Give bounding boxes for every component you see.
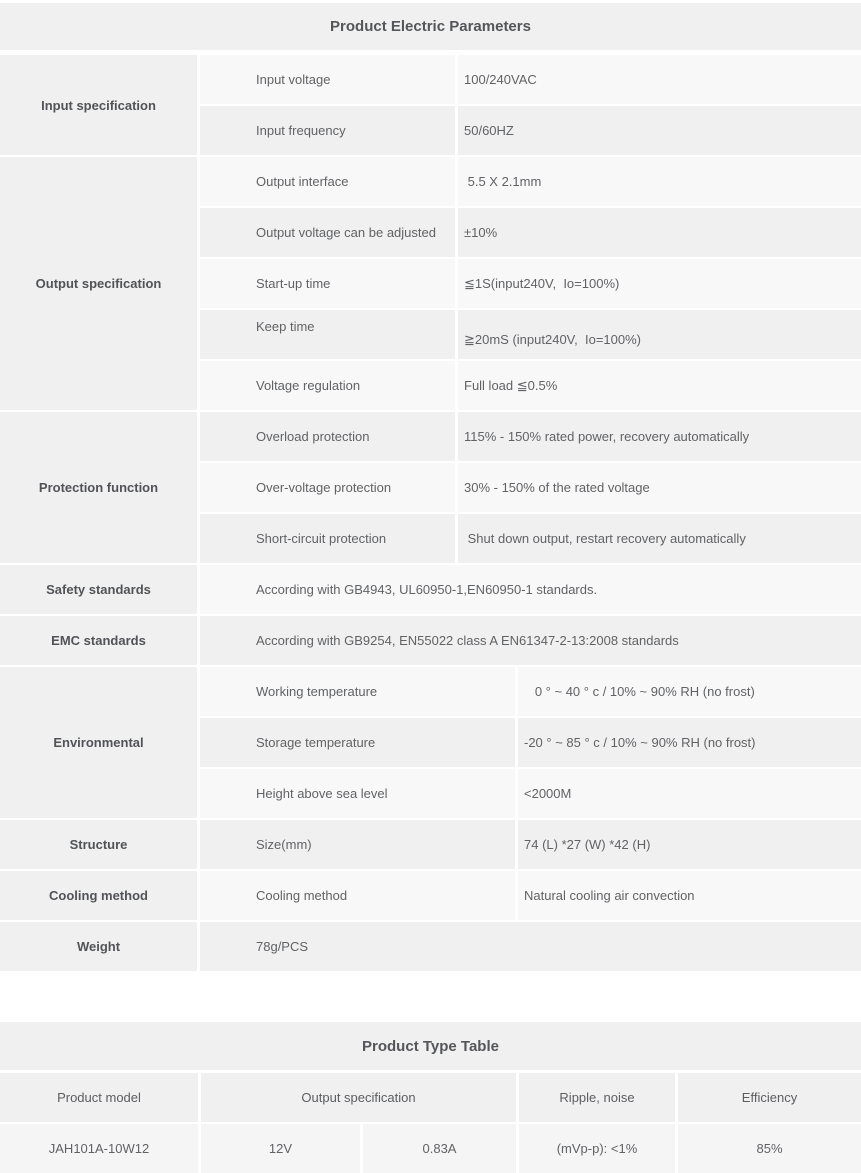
parameter-name: Keep time (200, 310, 455, 359)
spec-section (0, 667, 861, 818)
spec-row (200, 106, 861, 155)
product-type-data-row (0, 1124, 861, 1173)
spec-row (200, 667, 861, 716)
parameter-value: 5.5 X 2.1mm (458, 157, 861, 206)
cell-product-model: JAH101A-10W12 (0, 1124, 198, 1173)
header-output-specification: Output specification (201, 1073, 516, 1122)
spec-row (200, 820, 861, 869)
parameter-name: Size(mm) (200, 820, 515, 869)
category-label: Safety standards (0, 565, 197, 614)
spec-row (200, 208, 861, 257)
electric-parameters-title: Product Electric Parameters (0, 3, 861, 50)
parameter-name: Output voltage can be adjusted (200, 208, 455, 257)
spec-section (0, 55, 861, 155)
parameter-value: Full load ≦0.5% (458, 361, 861, 410)
spec-row (200, 310, 861, 359)
product-type-table-title: Product Type Table (0, 1022, 861, 1070)
header-ripple-noise: Ripple, noise (519, 1073, 675, 1122)
spec-section (0, 157, 861, 410)
parameter-name: Short-circuit protection (200, 514, 455, 563)
parameter-name: Input voltage (200, 55, 455, 104)
parameter-name: Input frequency (200, 106, 455, 155)
parameter-value: 100/240VAC (458, 55, 861, 104)
merged-value-cell: According with GB4943, UL60950-1,EN60950-1 standards. (200, 565, 861, 614)
category-label: Cooling method (0, 871, 197, 920)
parameter-value: ≦1S(input240V, Io=100%) (458, 259, 861, 308)
parameter-value: ≧20mS (input240V, Io=100%) (458, 310, 861, 359)
parameter-value: ±10% (458, 208, 861, 257)
product-type-header-row (0, 1073, 861, 1122)
parameter-name: Voltage regulation (200, 361, 455, 410)
parameter-value: 74 (L) *27 (W) *42 (H) (518, 820, 861, 869)
category-label: Input specification (0, 55, 197, 155)
category-label: EMC standards (0, 616, 197, 665)
parameter-name: Overload protection (200, 412, 455, 461)
spec-row (200, 55, 861, 104)
spec-row (200, 412, 861, 461)
merged-value-cell: According with GB9254, EN55022 class A EN61347-2-13:2008 standards (200, 616, 861, 665)
product-type-table (0, 1073, 861, 1173)
spec-section (0, 616, 861, 665)
cell-efficiency: 85% (678, 1124, 861, 1173)
parameter-value: Shut down output, restart recovery automatically (458, 514, 861, 563)
spec-row (200, 718, 861, 767)
category-label: Environmental (0, 667, 197, 818)
spec-row (200, 463, 861, 512)
spec-row (200, 361, 861, 410)
category-label: Output specification (0, 157, 197, 410)
parameter-value: 30% - 150% of the rated voltage (458, 463, 861, 512)
category-label: Protection function (0, 412, 197, 563)
spec-section (0, 412, 861, 563)
spec-section (0, 820, 861, 869)
category-label: Weight (0, 922, 197, 971)
spec-section (0, 922, 861, 971)
cell-output-current: 0.83A (363, 1124, 516, 1173)
merged-value-cell: 78g/PCS (200, 922, 861, 971)
cell-ripple-noise: (mVp-p): <1% (519, 1124, 675, 1173)
parameter-name: Over-voltage protection (200, 463, 455, 512)
header-product-model: Product model (0, 1073, 198, 1122)
parameter-name: Output interface (200, 157, 455, 206)
parameter-value: 0 ° ~ 40 ° c / 10% ~ 90% RH (no frost) (518, 667, 861, 716)
parameter-value: 115% - 150% rated power, recovery automatically (458, 412, 861, 461)
parameter-name: Cooling method (200, 871, 515, 920)
spec-row (200, 871, 861, 920)
parameter-value: -20 ° ~ 85 ° c / 10% ~ 90% RH (no frost) (518, 718, 861, 767)
parameter-name: Storage temperature (200, 718, 515, 767)
parameter-value: Natural cooling air convection (518, 871, 861, 920)
parameter-name: Working temperature (200, 667, 515, 716)
cell-output-voltage: 12V (201, 1124, 360, 1173)
spec-row (200, 157, 861, 206)
spec-section (0, 871, 861, 920)
table-gap (0, 973, 861, 1022)
parameter-name: Start-up time (200, 259, 455, 308)
spec-row (200, 514, 861, 563)
spec-row (200, 259, 861, 308)
spec-row (200, 769, 861, 818)
category-label: Structure (0, 820, 197, 869)
header-efficiency: Efficiency (678, 1073, 861, 1122)
parameter-value: <2000M (518, 769, 861, 818)
parameter-value: 50/60HZ (458, 106, 861, 155)
electric-parameters-table (0, 55, 861, 971)
parameter-name: Height above sea level (200, 769, 515, 818)
spec-section (0, 565, 861, 614)
